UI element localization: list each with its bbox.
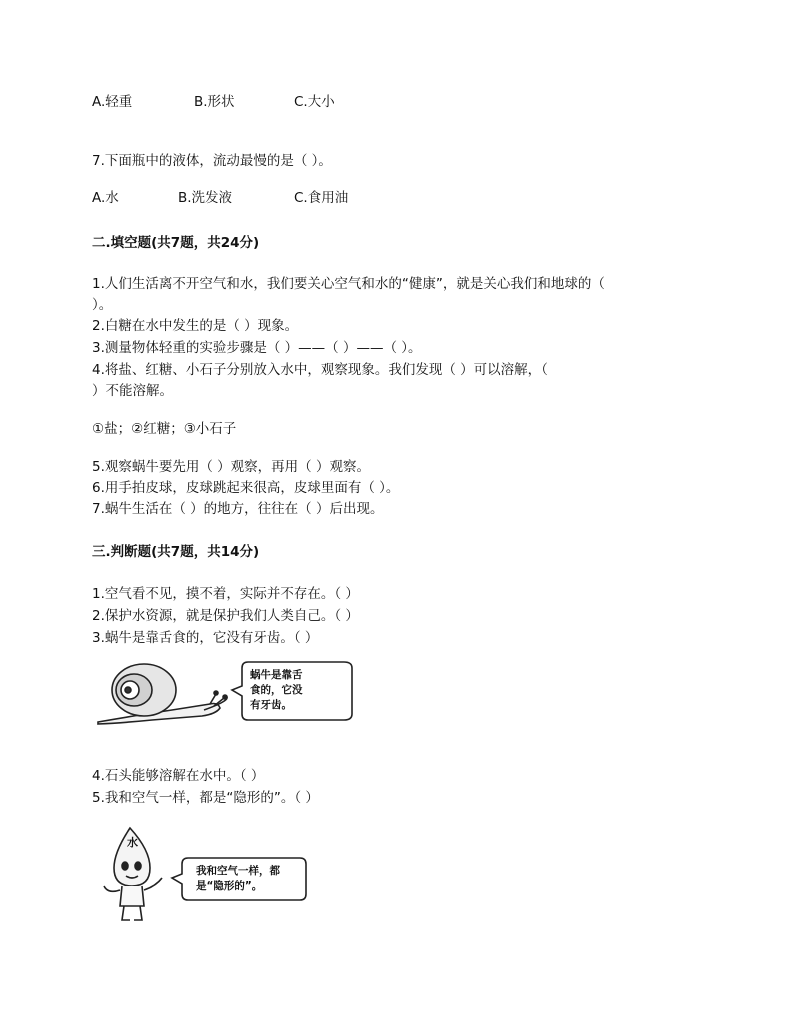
section2-heading: 二.填空题(共7题，共24分) bbox=[92, 235, 260, 251]
fill-q1-line2: ）。 bbox=[92, 297, 113, 313]
drop-bubble-line: 我和空气一样，都 bbox=[196, 865, 280, 877]
drop-bubble-text bbox=[196, 864, 280, 894]
judge-q4: 4.石头能够溶解在水中。（ ） bbox=[92, 768, 265, 784]
snail-illustration bbox=[92, 660, 362, 732]
fill-q4-choices: ①盐；②红糖；③小石子 bbox=[92, 421, 237, 437]
snail-bubble-line: 蜗牛是靠舌 bbox=[250, 669, 303, 681]
judge-q3: 3.蜗牛是靠舌食的，它没有牙齿。（ ） bbox=[92, 630, 319, 646]
section3-heading: 三.判断题(共7题，共14分) bbox=[92, 544, 260, 560]
fill-q5: 5.观察蜗牛要先用（ ）观察，再用（ ）观察。 bbox=[92, 459, 370, 475]
snail-bubble-text bbox=[250, 668, 303, 713]
snail-bubble-line: 有牙齿。 bbox=[250, 699, 292, 711]
judge-q1: 1.空气看不见，摸不着，实际并不存在。（ ） bbox=[92, 586, 359, 602]
fill-q2: 2.白糖在水中发生的是（ ）现象。 bbox=[92, 318, 299, 334]
snail-icon bbox=[98, 664, 227, 724]
q6-option-b: B.形状 bbox=[194, 94, 235, 110]
judge-q5: 5.我和空气一样，都是“隐形的”。（ ） bbox=[92, 790, 319, 806]
drop-label: 水 bbox=[127, 836, 138, 849]
fill-q4-line1: 4.将盐、红糖、小石子分别放入水中，观察现象。我们发现（ ）可以溶解，（ bbox=[92, 362, 548, 378]
q7-option-a: A.水 bbox=[92, 190, 119, 206]
snail-bubble-line: 食的，它没 bbox=[250, 684, 303, 696]
q7-stem: 7.下面瓶中的液体，流动最慢的是（ ）。 bbox=[92, 153, 332, 169]
q6-option-a: A.轻重 bbox=[92, 94, 133, 110]
q7-option-b: B.洗发液 bbox=[178, 190, 233, 206]
q7-option-c: C.食用油 bbox=[294, 190, 349, 206]
fill-q3: 3.测量物体轻重的实验步骤是（ ）——（ ）——（ ）。 bbox=[92, 340, 422, 356]
q6-option-c: C.大小 bbox=[294, 94, 335, 110]
judge-q2: 2.保护水资源，就是保护我们人类自己。（ ） bbox=[92, 608, 359, 624]
fill-q6: 6.用手拍皮球，皮球跳起来很高，皮球里面有（ ）。 bbox=[92, 480, 400, 496]
fill-q4-line2: ）不能溶解。 bbox=[92, 383, 173, 399]
fill-q1-line1: 1.人们生活离不开空气和水，我们要关心空气和水的“健康”，就是关心我们和地球的（ bbox=[92, 276, 605, 292]
fill-q7: 7.蜗牛生活在（ ）的地方，往往在（ ）后出现。 bbox=[92, 501, 384, 517]
drop-bubble-line: 是“隐形的”。 bbox=[196, 880, 263, 892]
